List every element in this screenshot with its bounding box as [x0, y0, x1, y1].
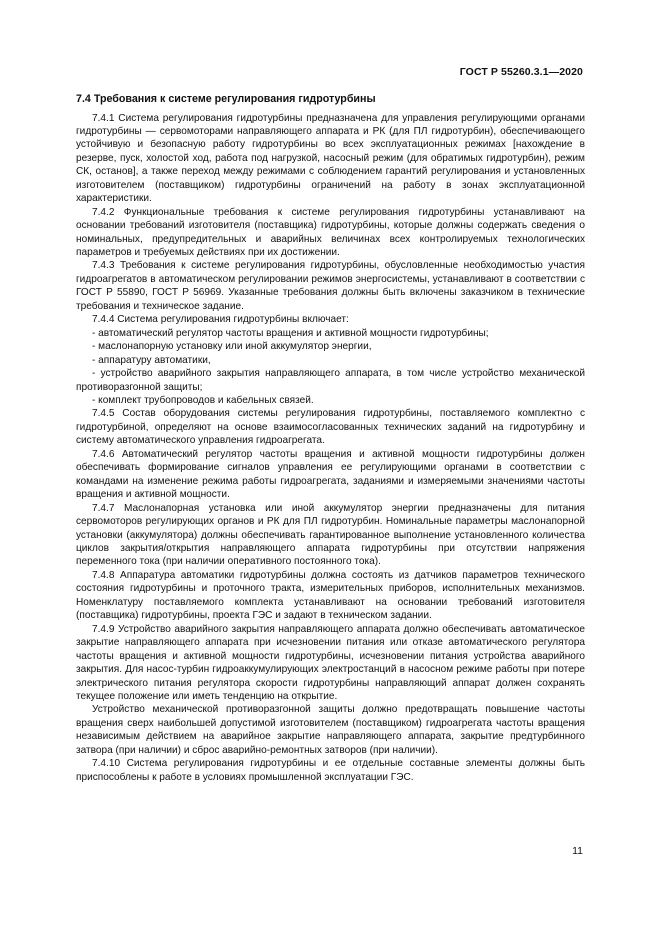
page-content — [76, 93, 585, 784]
paragraph-7-4-10: 7.4.10 Система регулирования гидротурбины и ее отдельные составные элементы должны быть приспособлены к работе в условиях промышленной эксплуатации ГЭС. — [76, 758, 585, 783]
list-item: - маслонапорную установку или иной аккумулятор энергии, — [92, 341, 372, 353]
list-item: - устройство аварийного закрытия направляющего аппарата, в том числе устройство механической противоразгонной защиты; — [76, 368, 585, 393]
paragraph-7-4-1: 7.4.1 Система регулирования гидротурбины предназначена для управления регулирующими органами гидротурбины — сервомоторами направляющего аппарата и РК (для ПЛ гидротурбин), обеспечивающего устойчивую и безопасную работу гидротурбины во всех эксплуатационных режимах [нахождение в резерве, пуск, холостой ход, работа под нагрузкой, насосный режим (для обратимых гидротурбин), режим СК, останов], а также переход между режимами с соблюдением гарантий регулирования и установленных изготовителем (поставщиком) гидротурбины ограничений на работу в зонах эксплуатационной характеристики. — [76, 112, 585, 205]
paragraph-7-4-9: 7.4.9 Устройство аварийного закрытия направляющего аппарата должно обеспечивать автоматическое закрытие направляющего аппарата при исчезновении питания или отказе автоматического регулятора частоты вращения и активной мощности гидротурбины, исчезновении питания устройства аварийного закрытия. Для насос-турбин гидроаккумулирующих электростанций в насосном режиме работы при потере электрического питания регулятора скорости гидротурбины направляющий аппарат должен сохранять текущее положение или иметь тенденцию на открытие. — [76, 623, 585, 702]
page-number: 11 — [572, 845, 583, 857]
paragraph-7-4-6: 7.4.6 Автоматический регулятор частоты вращения и активной мощности гидротурбины должен обеспечивать формирование сигналов управления ее регулирующими органами в соответствии с командами на изменение режима работы гидроагрегата, заданиями и измеряемыми значениями частоты вращения и активной мощности. — [76, 448, 585, 501]
standard-header: ГОСТ Р 55260.3.1—2020 — [459, 66, 583, 78]
list-item: - аппаратуру автоматики, — [92, 354, 211, 366]
section-title: 7.4 Требования к системе регулирования гидротурбины — [76, 93, 376, 105]
paragraph-7-4-8: 7.4.8 Аппаратура автоматики гидротурбины должна состоять из датчиков параметров технического состояния гидротурбины и проточного тракта, измерительных приборов, исполнительных механизмов. Номенклатуру поставляемого комплекта устанавливают на основании требований изготовителя (поставщика) гидротурбины, проекта ГЭС и задают в техническом задании. — [76, 569, 585, 622]
paragraph-7-4-3: 7.4.3 Требования к системе регулирования гидротурбины, обусловленные необходимостью участия гидроагрегатов в автоматическом регулировании режимов энергосистемы, устанавливают в соответствии с ГОСТ Р 55890, ГОСТ Р 56969. Указанные требования должны быть включены заказчиком в технические требования и техническое задание. — [76, 260, 585, 312]
paragraph-7-4-4: 7.4.4 Система регулирования гидротурбины включает: — [92, 314, 349, 326]
paragraph-7-4-2: 7.4.2 Функциональные требования к системе регулирования гидротурбины устанавливают на основании требований изготовителя (поставщика) гидротурбины, которые должны содержать сведения о номинальных, предупредительных и аварийных величинах всех контролируемых технологических параметров и требуемых действиях при их достижении. — [76, 206, 585, 259]
paragraph-protection: Устройство механической противоразгонной защиты должно предотвращать повышение частоты вращения сверх наибольшей допустимой изготовителем (поставщиком) гидроагрегата частоты вращения независимым действием на аварийное закрытие направляющего аппарата, закрытие предтурбинного затвора (при наличии) и сброс аварийно-ремонтных затворов (при наличии). — [76, 704, 585, 756]
paragraph-7-4-5: 7.4.5 Состав оборудования системы регулирования гидротурбины, поставляемого комплектно с гидротурбиной, определяют на основе взаимосогласованных технических заданий на гидротурбину и систему автоматического управления гидроагрегата. — [76, 408, 585, 447]
list-item: - автоматический регулятор частоты вращения и активной мощности гидротурбины; — [92, 327, 489, 339]
list-item: - комплект трубопроводов и кабельных связей. — [92, 395, 314, 407]
paragraph-7-4-7: 7.4.7 Маслонапорная установка или иной аккумулятор энергии предназначены для питания сервомоторов регулирующих органов и РК для ПЛ гидротурбин. Номинальные параметры маслонапорной установки (аккумулятора) должны обеспечивать гарантированное выполнение установленного количества циклов закрытия/открытия направляющего аппарата гидротурбины при отсутствии напряжения переменного тока (при наличии оперативного постоянного тока). — [76, 502, 585, 568]
